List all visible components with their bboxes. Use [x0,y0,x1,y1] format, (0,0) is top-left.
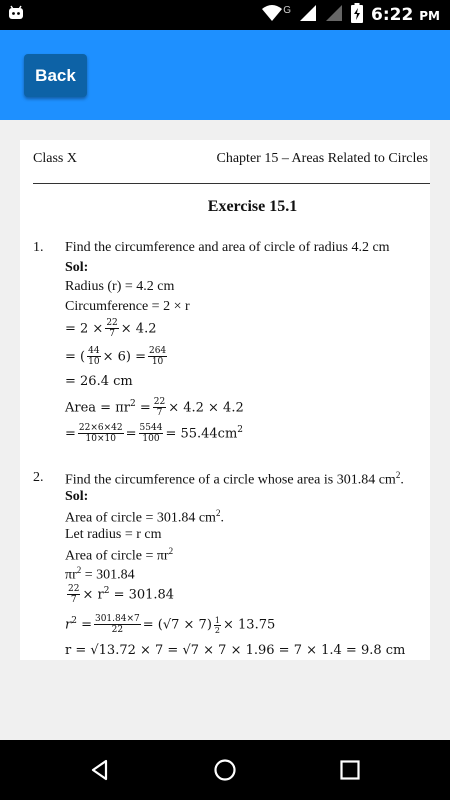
q1-step3: = 26.4 cm [65,374,133,389]
q2-pi-text: πr [65,567,77,583]
q1-area-num: 22 [153,397,166,407]
q1-circumference-line: Circumference = 2 × r [65,299,190,314]
clock-time: 6:22 [371,5,414,25]
q2-frac-a: × r [82,587,104,603]
q1-area2-c: = 55.44cm [165,426,238,442]
page-header [33,151,428,167]
q2-sol-label: Sol: [65,489,89,504]
q1-area-sup: 2 [129,399,136,410]
cell-signal-icon [299,4,317,27]
q2-pi-end: = 301.84 [81,567,135,583]
q1-area-c: × 4.2 × 4.2 [168,400,244,416]
q2-area-formula [65,546,173,565]
clock [371,5,440,25]
q1-area-line [65,397,244,419]
q2-pi-sup: 2 [76,565,82,575]
q1-step2-den: 10 [88,357,100,368]
q2-r2-power-den: 2 [214,626,220,636]
q1-area2-frac2 [139,423,164,445]
q2-r2-frac [94,614,141,636]
q2-area-sup: 2 [215,508,221,518]
q2-r2-power [214,616,221,635]
q2-area-formula-text: Area of circle = πr [65,548,169,564]
q2-r2-b: = [76,617,92,633]
q1-step2-a: = ( [65,349,86,365]
q1-area2-num2: 5544 [139,423,163,433]
q2-question-sup: 2 [395,470,401,480]
content-bottom-space [0,660,450,740]
q2-area-line [65,508,224,527]
q2-r2-line [65,614,275,636]
q1-area2-den2: 100 [142,434,160,445]
wifi-icon [261,4,283,27]
q1-step2-b: × 6) = [102,349,146,365]
q1-number: 1. [33,240,44,255]
q1-area2-a: = [65,426,76,442]
nav-home-icon[interactable] [213,758,237,782]
q2-r2-sup: 2 [71,616,77,627]
back-button[interactable]: Back [24,54,87,97]
q1-area-den: 7 [156,408,163,419]
q2-frac-num: 22 [68,584,80,594]
q1-step1-num: 22 [106,318,118,328]
chapter-label: Chapter 15 – Areas Related to Circles [216,151,428,166]
q1-area-frac [153,397,166,419]
document-page [20,140,430,660]
q1-area2-num: 22×6×42 [78,423,123,433]
q1-area2-frac [78,423,124,445]
app-bar [0,30,450,120]
status-bar [0,0,450,30]
q1-area-a: Area = πr [65,400,130,416]
q2-question-end: . [400,472,404,488]
q2-number: 2. [33,470,44,485]
q2-frac-b: = 301.84 [109,587,175,603]
q2-r-line: r = √13.72 × 7 = √7 × 7 × 1.96 = 7 × 1.4 = 9.8 cm [65,643,406,658]
q1-step2-frac [87,346,100,368]
q2-r2-power-num: 1 [214,616,220,626]
q1-area2-sup: 2 [237,425,244,436]
q2-let-line: Let radius = r cm [65,527,162,542]
cell-signal-icon-2 [325,4,343,27]
q2-question [65,470,404,489]
q1-radius-line: Radius (r) = 4.2 cm [65,279,175,294]
android-debug-icon [8,5,24,26]
q2-frac-den: 7 [70,595,77,606]
q2-r2-num: 301.84×7 [94,614,140,624]
q1-step1-b: × 4.2 [120,321,157,337]
q1-question: Find the circumference and area of circle of radius 4.2 cm [65,240,390,255]
q1-area2-den: 10×10 [85,434,116,445]
q1-sol-label: Sol: [65,260,89,275]
network-type-label: G [283,4,292,16]
q2-pi-line [65,565,135,584]
q2-r2-c: = (√7 × 7) [142,617,212,633]
q2-r2-den: 22 [111,625,124,636]
clock-ampm: PM [419,9,440,23]
q2-frac [67,584,80,606]
q1-area2-b: = [125,426,137,442]
q1-step2-den2: 10 [151,357,164,368]
nav-recents-icon[interactable] [338,758,362,782]
nav-back-icon[interactable] [88,758,112,782]
q2-frac-sup: 2 [103,586,110,597]
q2-r2-a: r [65,617,72,633]
q1-step2 [65,346,169,368]
q2-question-text: Find the circumference of a circle whose area is 301.84 cm [65,472,396,488]
q1-step1-a: = 2 × [65,321,104,337]
q1-step1-den: 7 [109,329,115,340]
class-label: Class X [33,151,77,166]
exercise-title: Exercise 15.1 [207,198,298,215]
q1-step2-num: 44 [88,346,100,356]
q2-area-text: Area of circle = 301.84 cm [65,510,216,526]
q2-area-end: . [220,510,224,526]
q2-r2-e: × 13.75 [223,617,276,633]
q1-step2-frac2 [148,346,167,368]
q2-frac-line [65,584,174,606]
header-divider [33,183,430,184]
battery-charging-icon [351,3,363,28]
q1-area-b: = [135,400,151,416]
q1-step2-num2: 264 [148,346,167,356]
navigation-bar [0,740,450,800]
q1-step1 [65,318,156,340]
q1-step1-frac [105,318,118,340]
q1-area2-line [65,423,243,445]
q2-area-formula-sup: 2 [168,546,174,556]
